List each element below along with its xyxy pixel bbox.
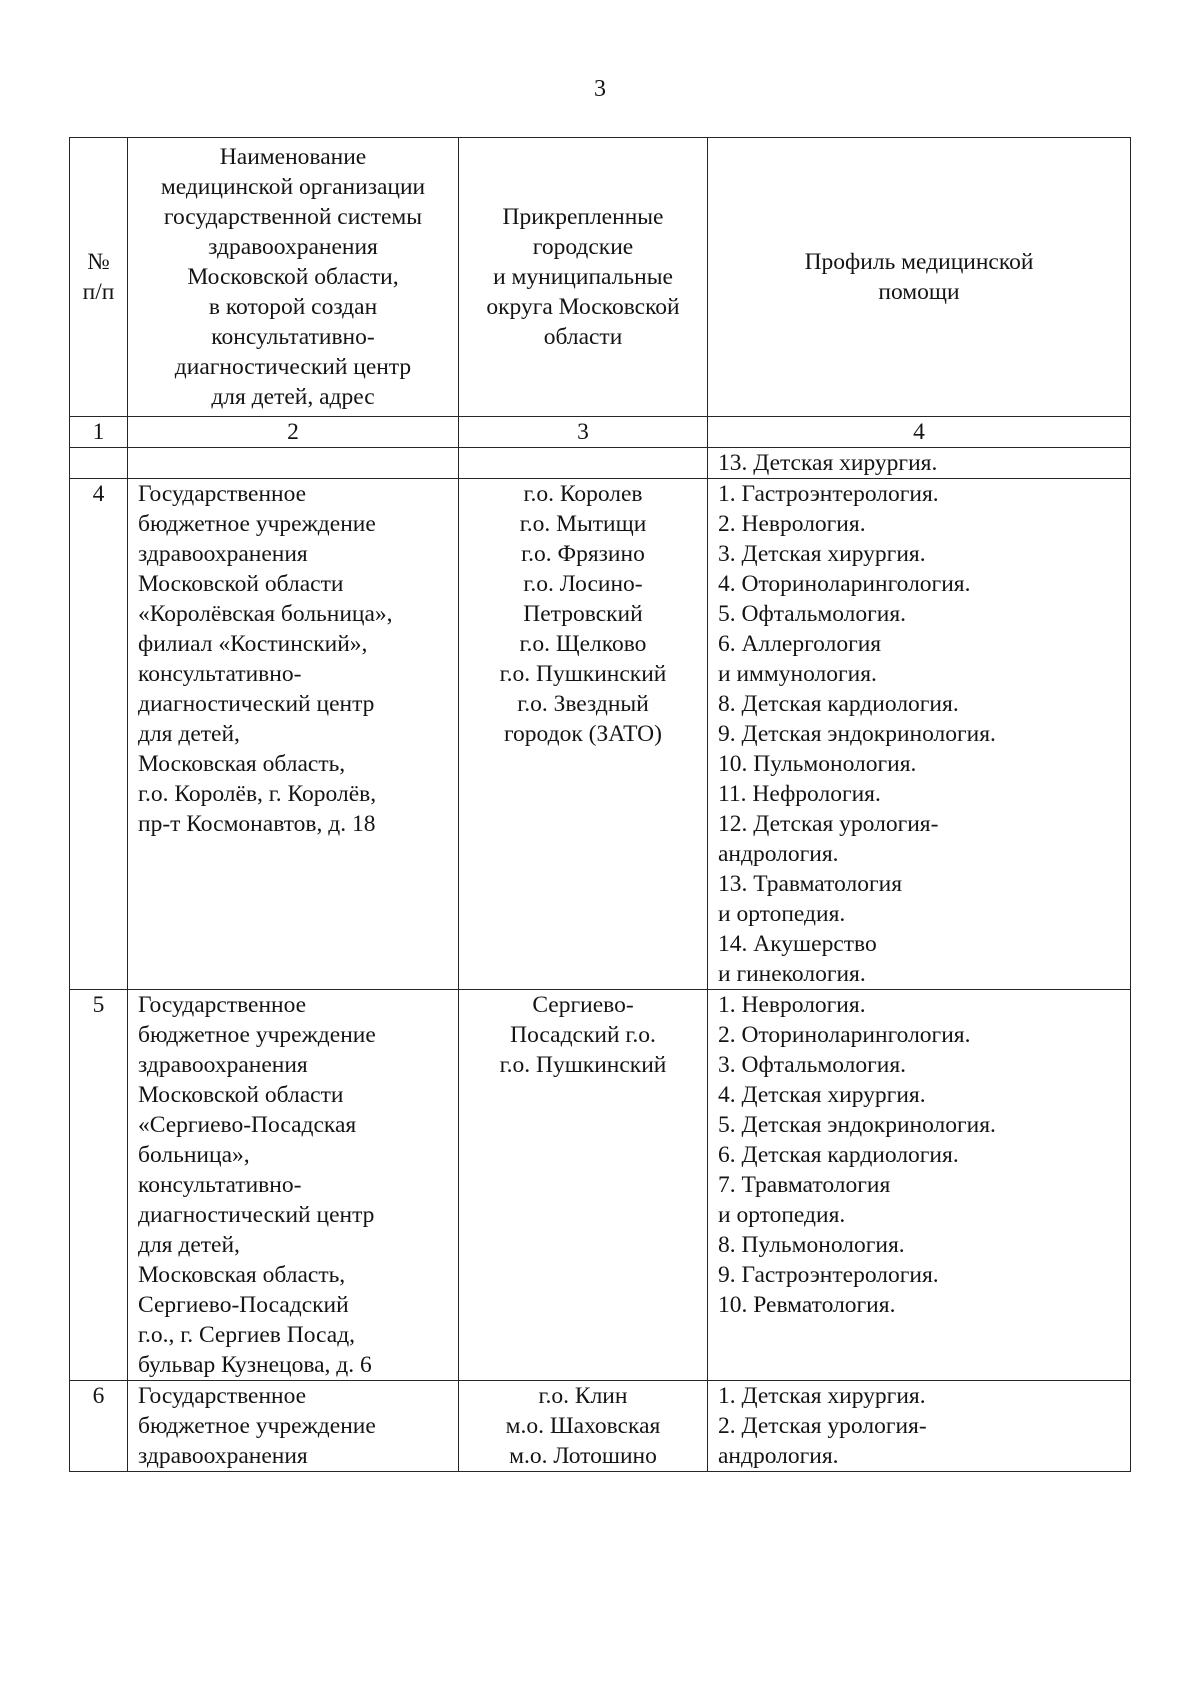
org-line: диагностический центр	[138, 691, 375, 717]
cell-num: 5	[70, 990, 128, 1381]
org-line: «Сергиево-Посадская	[138, 1112, 357, 1138]
profile-line: 6. Аллергология	[718, 631, 882, 657]
profile-line: 4. Детская хирургия.	[718, 1082, 926, 1108]
org-line: Московская область,	[138, 1262, 346, 1288]
org-line: Сергиево-Посадский	[138, 1292, 349, 1318]
org-line: Московской области	[138, 571, 344, 597]
org-line: г.о., г. Сергиев Посад,	[138, 1322, 356, 1348]
header-profile	[708, 138, 1131, 417]
profile-line: 13. Детская хирургия.	[718, 450, 938, 476]
header-line: Профиль медицинской	[804, 249, 1034, 275]
header-line: медицинской организации	[160, 174, 426, 200]
profile-line: 2. Детская урология-	[718, 1413, 927, 1439]
cell-org	[128, 1381, 459, 1472]
profile-line: 10. Ревматология.	[718, 1292, 896, 1318]
header-line: Московской области,	[187, 264, 399, 290]
header-line: помощи	[878, 279, 960, 305]
district-line: г.о. Королев	[523, 481, 643, 507]
profile-line: 3. Офтальмология.	[718, 1052, 907, 1078]
org-line: Государственное	[138, 1383, 307, 1409]
table-row	[70, 479, 1131, 990]
org-line: бюджетное учреждение	[138, 511, 376, 537]
header-line: здравоохранения	[208, 234, 378, 260]
district-line: г.о. Пушкинский	[499, 661, 667, 687]
org-line: здравоохранения	[138, 1443, 308, 1469]
column-index-cell: 2	[128, 417, 459, 448]
org-line: здравоохранения	[138, 1052, 308, 1078]
header-line: консультативно-	[211, 324, 375, 350]
cell-num	[70, 448, 128, 479]
table-row	[70, 990, 1131, 1381]
column-index-cell: 4	[708, 417, 1131, 448]
profile-line: андрология.	[718, 1443, 839, 1469]
continuation-row	[70, 448, 1131, 479]
profile-line: 1. Неврология.	[718, 992, 866, 1018]
org-line: пр-т Космонавтов, д. 18	[138, 811, 376, 837]
org-line: бюджетное учреждение	[138, 1413, 376, 1439]
profile-line: 9. Гастроэнтерология.	[718, 1262, 939, 1288]
profile-line: 13. Травматология	[718, 871, 903, 897]
district-line: м.о. Шаховская	[505, 1413, 661, 1439]
district-line: г.о. Лосино-	[523, 571, 643, 597]
cell-profile	[708, 1381, 1131, 1472]
header-line: округа Московской	[486, 294, 680, 320]
profile-line: 9. Детская эндокринология.	[718, 721, 996, 747]
cell-num: 4	[70, 479, 128, 990]
district-line: г.о. Щелково	[519, 631, 647, 657]
org-line: филиал «Костинский»,	[138, 631, 368, 657]
cell-profile	[708, 990, 1131, 1381]
cell-num: 6	[70, 1381, 128, 1472]
org-line: диагностический центр	[138, 1202, 375, 1228]
page-number: 3	[594, 76, 606, 102]
cell-org	[128, 448, 459, 479]
column-index-cell: 3	[459, 417, 708, 448]
header-org	[128, 138, 459, 417]
header-line: городские	[532, 234, 634, 260]
header-line: Наименование	[219, 144, 367, 170]
district-line: Сергиево-	[532, 992, 634, 1018]
district-line: г.о. Мытищи	[519, 511, 647, 537]
header-line: области	[543, 324, 623, 350]
profile-line: 1. Детская хирургия.	[718, 1383, 926, 1409]
district-line: г.о. Пушкинский	[499, 1052, 667, 1078]
header-districts	[459, 138, 708, 417]
column-index-cell: 1	[70, 417, 128, 448]
district-line: г.о. Фрязино	[521, 541, 645, 567]
cell-districts	[459, 1381, 708, 1472]
cell-org	[128, 479, 459, 990]
profile-line: 2. Оториноларингология.	[718, 1022, 971, 1048]
table-row	[70, 1381, 1131, 1472]
header-line: диагностический центр	[174, 354, 412, 380]
profile-line: 14. Акушерство	[718, 931, 877, 957]
org-line: для детей,	[138, 1232, 240, 1258]
profile-line: 10. Пульмонология.	[718, 751, 917, 777]
table-header-row	[70, 138, 1131, 417]
org-line: здравоохранения	[138, 541, 308, 567]
profile-line: андрология.	[718, 841, 839, 867]
profile-line: 8. Детская кардиология.	[718, 691, 959, 717]
header-line: государственной системы	[163, 204, 423, 230]
profile-line: и гинекология.	[718, 961, 866, 987]
org-line: для детей,	[138, 721, 240, 747]
profile-line: и ортопедия.	[718, 901, 846, 927]
org-line: консультативно-	[138, 1172, 302, 1198]
header-line: п/п	[82, 279, 115, 305]
org-line: Государственное	[138, 481, 307, 507]
document-table	[69, 137, 1131, 1472]
org-line: Московская область,	[138, 751, 346, 777]
header-line: Прикрепленные	[502, 204, 664, 230]
profile-line: 11. Нефрология.	[718, 781, 881, 807]
district-line: Петровский	[523, 601, 643, 627]
district-line: г.о. Звездный	[517, 691, 649, 717]
header-num	[70, 138, 128, 417]
org-line: бюджетное учреждение	[138, 1022, 376, 1048]
profile-line: 7. Травматология	[718, 1172, 891, 1198]
profile-line: 8. Пульмонология.	[718, 1232, 905, 1258]
org-line: Государственное	[138, 992, 307, 1018]
profile-line: 12. Детская урология-	[718, 811, 939, 837]
cell-profile	[708, 448, 1131, 479]
district-line: г.о. Клин	[538, 1383, 628, 1409]
header-line: №	[87, 249, 110, 275]
org-line: «Королёвская больница»,	[138, 601, 393, 627]
cell-profile	[708, 479, 1131, 990]
profile-line: и иммунология.	[718, 661, 877, 687]
header-line: в которой создан	[208, 294, 378, 320]
org-line: Московской области	[138, 1082, 344, 1108]
cell-districts	[459, 479, 708, 990]
cell-districts	[459, 990, 708, 1381]
header-line: для детей, адрес	[211, 384, 375, 410]
district-line: м.о. Лотошино	[509, 1443, 657, 1469]
cell-districts	[459, 448, 708, 479]
profile-line: 5. Детская эндокринология.	[718, 1112, 996, 1138]
district-line: Посадский г.о.	[510, 1022, 656, 1048]
org-line: бульвар Кузнецова, д. 6	[138, 1352, 372, 1378]
header-line: и муниципальные	[493, 264, 673, 290]
profile-line: 4. Оториноларингология.	[718, 571, 971, 597]
cell-org	[128, 990, 459, 1381]
org-line: больница»,	[138, 1142, 250, 1168]
column-index-row	[70, 417, 1131, 448]
profile-line: 2. Неврология.	[718, 511, 866, 537]
org-line: г.о. Королёв, г. Королёв,	[138, 781, 377, 807]
profile-line: и ортопедия.	[718, 1202, 846, 1228]
profile-line: 5. Офтальмология.	[718, 601, 907, 627]
profile-line: 6. Детская кардиология.	[718, 1142, 959, 1168]
org-line: консультативно-	[138, 661, 302, 687]
profile-line: 3. Детская хирургия.	[718, 541, 926, 567]
profile-line: 1. Гастроэнтерология.	[718, 481, 939, 507]
district-line: городок (ЗАТО)	[504, 721, 662, 747]
